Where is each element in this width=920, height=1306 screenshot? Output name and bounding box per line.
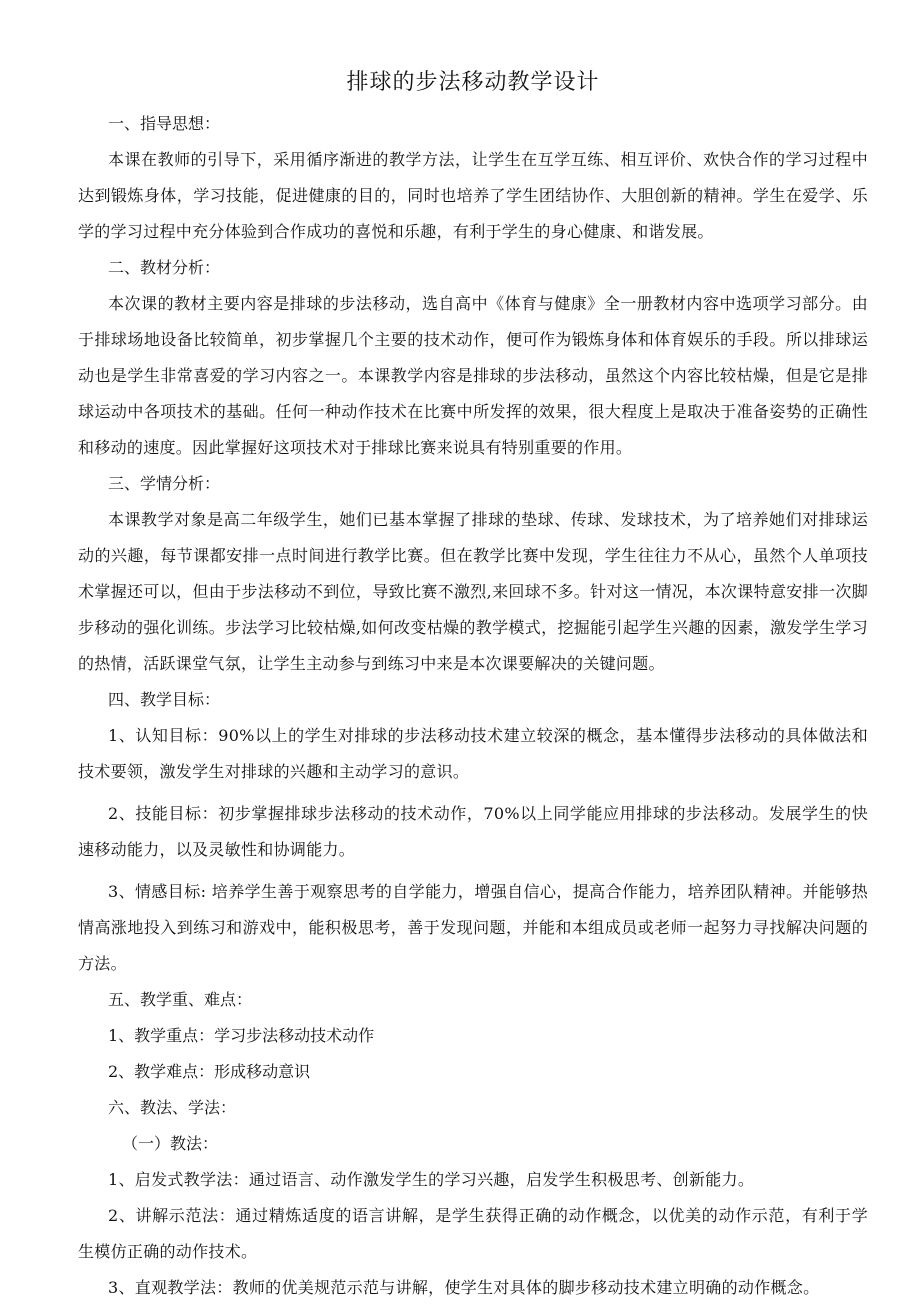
section-heading-teaching-goals: 四、教学目标： xyxy=(108,690,221,709)
section-paragraph-guiding-idea: 本课在教师的引导下，采用循序渐进的教学方法，让学生在互学互练、相互评价、欢快合作的学习过程中达到锻炼身体，学习技能，促进健康的目的，同时也培养了学生团结协作、大胆创新的精神。学生在爱学、乐学的学习过程中充分体验到合作成功的喜悦和乐趣，有利于学生的身心健康、和谐发展。 xyxy=(78,150,868,241)
list-item-method: 2、讲解示范法：通过精炼适度的语言讲解，是学生获得正确的动作概念，以优美的动作示范，有利于学生模仿正确的动作技术。 xyxy=(78,1206,868,1261)
list-item-method: 3、直观教学法：教师的优美规范示范与讲解，使学生对具体的脚步移动技术建立明确的动作概念。 xyxy=(108,1278,820,1297)
list-item-goal: 1、认知目标：90%以上的学生对排球的步法移动技术建立较深的概念，基本懂得步法移动的具体做法和技术要领，激发学生对排球的兴趣和主动学习的意识。 xyxy=(78,726,868,781)
list-item-goal: 2、技能目标：初步掌握排球步法移动的技术动作，70%以上同学能应用排球的步法移动。发展学生的快速移动能力，以及灵敏性和协调能力。 xyxy=(78,804,868,859)
subsection-heading-teaching-method: （一）教法： xyxy=(122,1134,219,1153)
list-item-key-point: 1、教学重点：学习步法移动技术动作 xyxy=(108,1026,375,1045)
page-title: 排球的步法移动教学设计 xyxy=(346,70,600,95)
list-item-key-point: 2、教学难点：形成移动意识 xyxy=(108,1062,311,1081)
section-heading-guiding-idea: 一、指导思想： xyxy=(108,114,221,133)
list-item-goal: 3、情感目标: 培养学生善于观察思考的自学能力，增强自信心，提高合作能力，培养团队精神。并能够热情高涨地投入到练习和游戏中，能积极思考，善于发现问题，并能和本组成员或老师一起努力寻找解决问题的方法。 xyxy=(78,882,868,973)
section-paragraph-student-analysis: 本课教学对象是高二年级学生，她们已基本掌握了排球的垫球、传球、发球技术，为了培养她们对排球运动的兴趣，每节课都安排一点时间进行教学比赛。但在教学比赛中发现，学生往往力不从心，虽然个人单项技术掌握还可以，但由于步法移动不到位，导致比赛不激烈,来回球不多。针对这一情况，本次课特意安排一次脚步移动的强化训练。步法学习比较枯燥,如何改变枯燥的教学模式，挖掘能引起学生兴趣的因素，激发学生学习的热情，活跃课堂气氛，让学生主动参与到练习中来是本次课要解决的关键问题。 xyxy=(78,510,868,673)
section-paragraph-material-analysis: 本次课的教材主要内容是排球的步法移动，选自高中《体育与健康》全一册教材内容中选项学习部分。由于排球场地设备比较简单，初步掌握几个主要的技术动作，便可作为锻炼身体和体育娱乐的手段。所以排球运动也是学生非常喜爱的学习内容之一。本课教学内容是排球的步法移动，虽然这个内容比较枯燥，但是它是排球运动中各项技术的基础。任何一种动作技术在比赛中所发挥的效果，很大程度上是取决于准备姿势的正确性和移动的速度。因此掌握好这项技术对于排球比赛来说具有特别重要的作用。 xyxy=(78,294,868,457)
section-heading-key-points: 五、教学重、难点： xyxy=(108,990,253,1009)
document-page xyxy=(78,60,868,1306)
section-heading-material-analysis: 二、教材分析： xyxy=(108,258,221,277)
section-heading-student-analysis: 三、学情分析： xyxy=(108,474,221,493)
section-heading-methods: 六、教法、学法： xyxy=(108,1098,237,1117)
list-item-method: 1、启发式教学法：通过语言、动作激发学生的学习兴趣，启发学生积极思考、创新能力。 xyxy=(108,1170,755,1189)
